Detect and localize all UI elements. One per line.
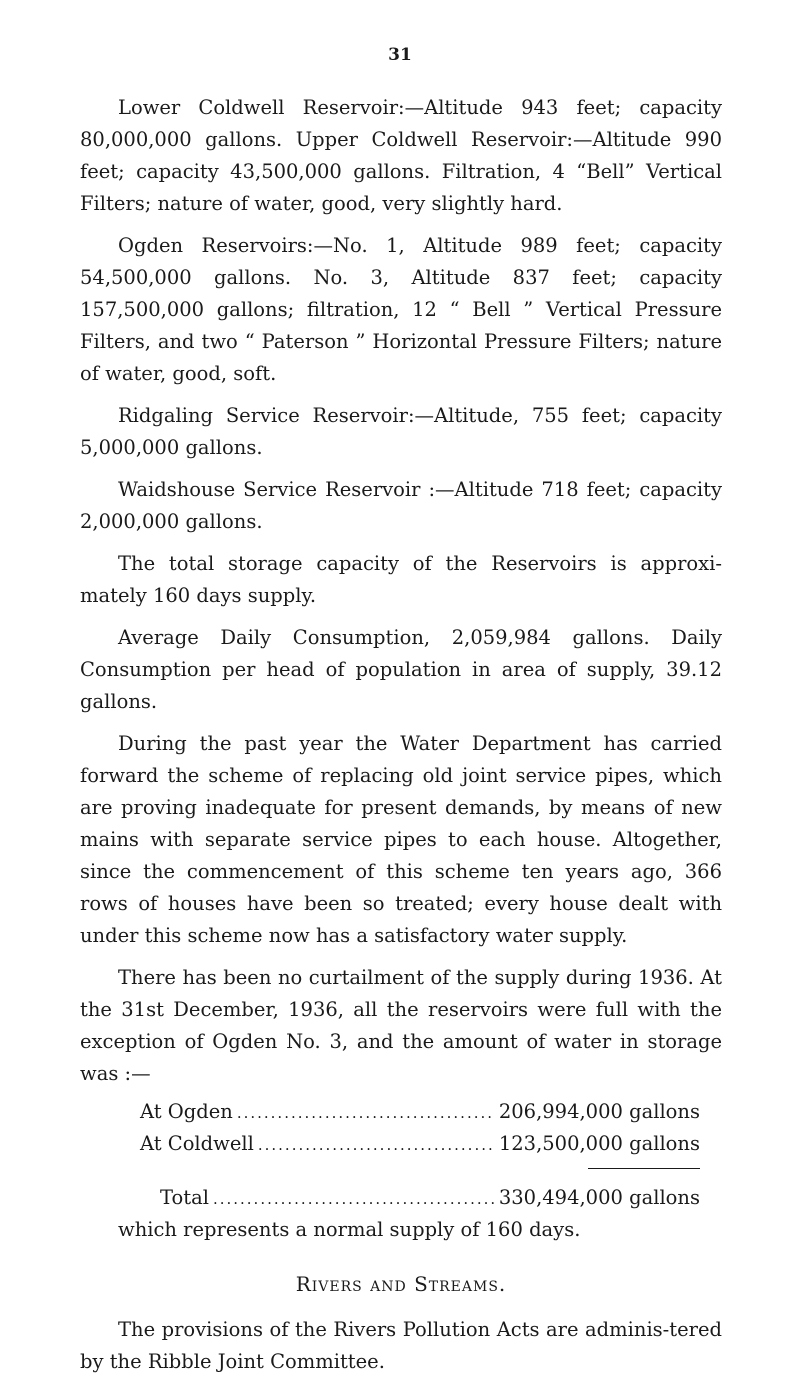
storage-value: 206,994,000 gallons [498,1100,700,1123]
paragraph-waidshouse-reservoir: Waidshouse Service Reservoir :—Altitude 718 feet; capacity 2,000,000 gallons. [80,478,722,533]
storage-label: At Ogden [140,1100,233,1123]
total-label: Total [160,1186,209,1209]
total-value: 330,494,000 gallons [498,1186,700,1209]
page-content [80,92,722,1388]
storage-label: At Coldwell [140,1132,254,1155]
dot-leader [237,1097,495,1129]
storage-row-total [160,1182,700,1214]
storage-represents-text: which represents a normal supply of 160 days. [118,1218,581,1241]
storage-row-coldwell [140,1128,700,1160]
sum-rule-line [588,1168,700,1169]
storage-table [140,1096,700,1214]
dot-leader [213,1183,495,1215]
paragraph-rivers-pollution: The provisions of the Rivers Pollution Acts are adminis-tered by the Ribble Joint Committee. [80,1318,722,1373]
paragraph-coldwell-reservoirs: Lower Coldwell Reservoir:—Altitude 943 feet; capacity 80,000,000 gallons. Upper Coldwell Reservoir:—Altitude 990 feet; capacity 43,500,000 gallons. Filtration, 4 “Bell” Vertical Filters; nature of water, good, very slightly hard. [80,96,722,215]
dot-leader [258,1129,495,1161]
section-heading-rivers-streams: Rivers and Streams. [295,1272,507,1296]
paragraph-total-storage-capacity: The total storage capacity of the Reservoirs is approxi-mately 160 days supply. [80,552,722,607]
page-number: 31 [388,45,412,65]
paragraph-curtailment: There has been no curtailment of the supply during 1936. At the 31st December, 1936, all the reservoirs were full with the exception of Ogden No. 3, and the amount of water in storage was :— [80,966,722,1085]
sum-rule [140,1160,700,1182]
storage-value: 123,500,000 gallons [498,1132,700,1155]
paragraph-ridgaling-reservoir: Ridgaling Service Reservoir:—Altitude, 755 feet; capacity 5,000,000 gallons. [80,404,722,459]
storage-row-ogden [140,1096,700,1128]
paragraph-daily-consumption: Average Daily Consumption, 2,059,984 gallons. Daily Consumption per head of population in area of supply, 39.12 gallons. [80,626,722,713]
paragraph-water-department: During the past year the Water Department has carried forward the scheme of replacing old joint service pipes, which are proving inadequate for present demands, by means of new mains with separate service pipes to each house. Altogether, since the commencement of this scheme ten years ago, 366 rows of houses have been so treated; every house dealt with under this scheme now has a satisfactory water supply. [80,732,722,947]
paragraph-ogden-reservoirs: Ogden Reservoirs:—No. 1, Altitude 989 feet; capacity 54,500,000 gallons. No. 3, Altitude 837 feet; capacity 157,500,000 gallons; filtration, 12 “ Bell ” Vertical Pressure Filters, and two “ Paterson ” Horizontal Pressure Filters; nature of water, good, soft. [80,234,722,385]
